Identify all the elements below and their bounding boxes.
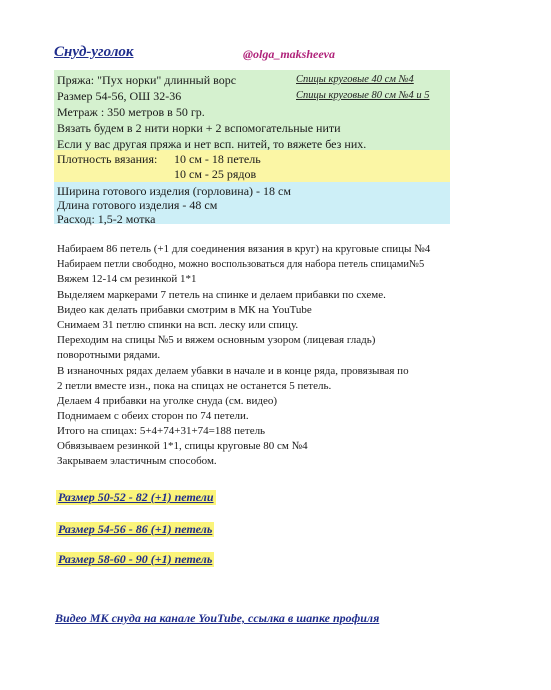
gauge-stitches: 10 см - 18 петель [174, 152, 261, 166]
size-variant-50-52: Размер 50-52 - 82 (+1) петели [58, 490, 214, 504]
gauge-label: Плотность вязания: [57, 152, 158, 166]
instruction-line: поворотными рядами. [57, 349, 161, 361]
length-line: Длина готового изделия - 48 см [57, 198, 218, 212]
instruction-line: Поднимаем с обеих сторон по 74 петели. [57, 410, 249, 422]
youtube-video-link[interactable]: Видео МК снуда на канале YouTube, ссылка в шапке профиля [55, 611, 380, 625]
instruction-line: Выделяем маркерами 7 петель на спинке и делаем прибавки по схеме. [57, 289, 386, 301]
meterage-line: Метраж : 350 метров в 50 гр. [57, 105, 205, 119]
instruction-line: Закрываем эластичным способом. [57, 455, 217, 467]
instruction-line: Снимаем 31 петлю спинки на всп. леску или спицу. [57, 319, 299, 331]
instruction-line: Итого на спицах: 5+4+74+31+74=188 петель [57, 425, 266, 437]
gauge-rows: 10 см - 25 рядов [174, 167, 257, 181]
needles-40-line: Спицы круговые 40 см №4 [296, 74, 414, 85]
yarn-line: Пряжа: "Пух норки" длинный ворс [57, 73, 237, 87]
author-handle[interactable]: @olga_maksheeva [243, 47, 335, 61]
size-variant-58-60: Размер 58-60 - 90 (+1) петель [58, 552, 213, 566]
size-variant-54-56: Размер 54-56 - 86 (+1) петель [58, 522, 213, 536]
instruction-line: Набираем петли свободно, можно воспользоваться для набора петель спицами№5 [57, 259, 425, 270]
size-line: Размер 54-56, ОШ 32-36 [57, 89, 182, 103]
threads-line: Вязать будем в 2 нити норки + 2 вспомогательные нити [57, 121, 341, 135]
document-title: Снуд-уголок [54, 44, 134, 60]
instruction-line: Обвязываем резинкой 1*1, спицы круговые 80 см №4 [57, 440, 308, 452]
instruction-line: Вяжем 12-14 см резинкой 1*1 [57, 273, 197, 285]
instruction-line: Набираем 86 петель (+1 для соединения вязания в круг) на круговые спицы №4 [57, 243, 431, 255]
instruction-line: Делаем 4 прибавки на уголке снуда (см. видео) [57, 395, 277, 407]
instruction-line: В изнаночных рядах делаем убавки в начале и в конце ряда, провязывая по [57, 365, 409, 377]
instruction-line: Видео как делать прибавки смотрим в МК на YouTube [57, 304, 312, 316]
width-line: Ширина готового изделия (горловина) - 18 см [57, 184, 291, 198]
instruction-line: Переходим на спицы №5 и вяжем основным узором (лицевая гладь) [57, 334, 376, 346]
needles-80-line: Спицы круговые 80 см №4 и 5 [296, 90, 430, 101]
alt-yarn-line: Если у вас другая пряжа и нет всп. нитей, то вяжете без них. [57, 137, 367, 151]
consumption-line: Расход: 1,5-2 мотка [57, 212, 156, 226]
instruction-line: 2 петли вместе изн., пока на спицах не останется 5 петель. [57, 380, 332, 392]
